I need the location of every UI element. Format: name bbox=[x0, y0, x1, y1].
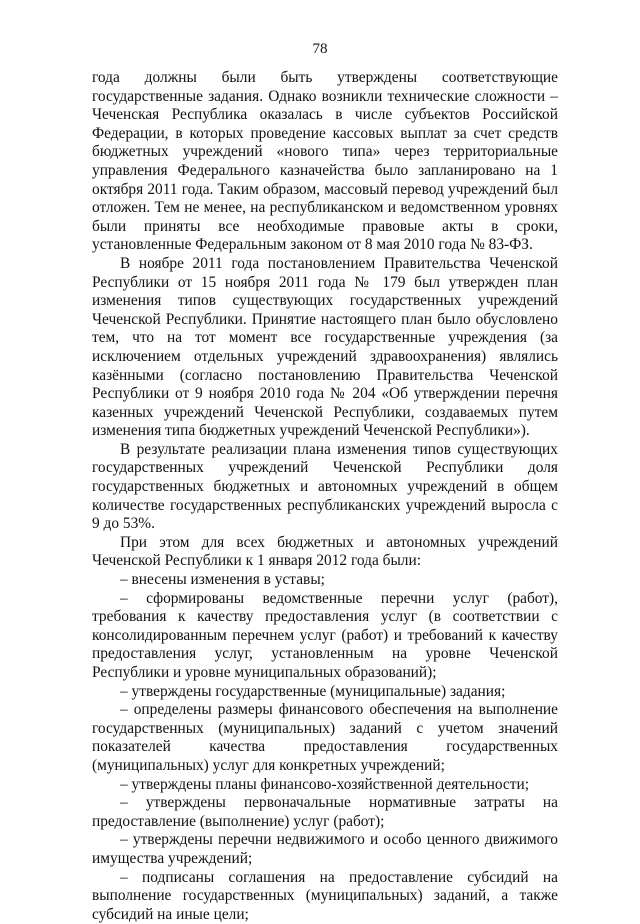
list-item-normative-costs: – утверждены первоначальные нормативные затраты на предоставление (выполнение) услуг (работ); bbox=[92, 794, 558, 830]
paragraph-plan-approval: В ноябре 2011 года постановлением Правительства Чеченской Республики от 15 ноября 2011 года № 179 был утвержден план изменения типов существующих государственных учреждений Чеченской Республики. Принятие настоящего план было обусловлено тем, что на тот момент все государственные учреждения (за исключением отдельных учреждений здравоохранения) являлись казёнными (согласно постановлению Правительства Чеченской Республики от 9 ноября 2010 года № 204 «Об утверждении перечня казенных учреждений Чеченской Республики, создаваемых путем изменения типа бюджетных учреждений Чеченской Республики»). bbox=[92, 254, 558, 440]
list-item-state-assignments: – утверждены государственные (муниципальные) задания; bbox=[120, 682, 506, 700]
list-item-property-lists: – утверждены перечни недвижимого и особо ценного движимого имущества учреждений; bbox=[92, 831, 558, 867]
list-item-fin-plans: – утверждены планы финансово-хозяйственной деятельности; bbox=[120, 775, 529, 793]
paragraph-results: В результате реализации плана изменения типов существующих государственных учреждений Чеченской Республики доля государственных бюджетных и автономных учреждений в общем количестве государственных республиканских учреждений выросла с 9 до 53%. bbox=[92, 440, 558, 533]
list-item-charters: – внесены изменения в уставы; bbox=[120, 571, 325, 589]
page-number: 78 bbox=[312, 41, 328, 57]
paragraph-list-intro: При этом для всех бюджетных и автономных учреждений Чеченской Республики к 1 января 2012 года были: bbox=[92, 533, 558, 570]
list-item-service-lists: – сформированы ведомственные перечни услуг (работ), требования к качеству предоставления услуг (в соответствии с консолидированным перечнем услуг (работ) и требований к качеству предоставления услуг, установленным на уровне Чеченской Республики и уровне муниципальных образований); bbox=[92, 589, 558, 681]
list-item-subsidy-agreements: – подписаны соглашения на предоставление субсидий на выполнение государственных (муниципальных) заданий, а также субсидий на иные цели; bbox=[92, 868, 558, 923]
page-body bbox=[92, 69, 558, 924]
list-item-financing: – определены размеры финансового обеспечения на выполнение государственных (муниципальных) заданий с учетом значений показателей качества предоставления государственных (муниципальных) услуг для конкретных учреждений; bbox=[92, 701, 558, 774]
paragraph-continuation: года должны были быть утверждены соответствующие государственные задания. Однако возникли технические сложности – Чеченская Республика оказалась в числе субъектов Российской Федерации, в которых проведение кассовых выплат за счет средств бюджетных учреждений «нового типа» через территориальные управления Федерального казначейства было запланировано на 1 октября 2011 года. Таким образом, массовый перевод учреждений был отложен. Тем не менее, на республиканском и ведомственном уровнях были приняты все необходимые правовые акты в сроки, установленные Федеральным законом от 8 мая 2010 года № 83-ФЗ. bbox=[92, 69, 558, 254]
